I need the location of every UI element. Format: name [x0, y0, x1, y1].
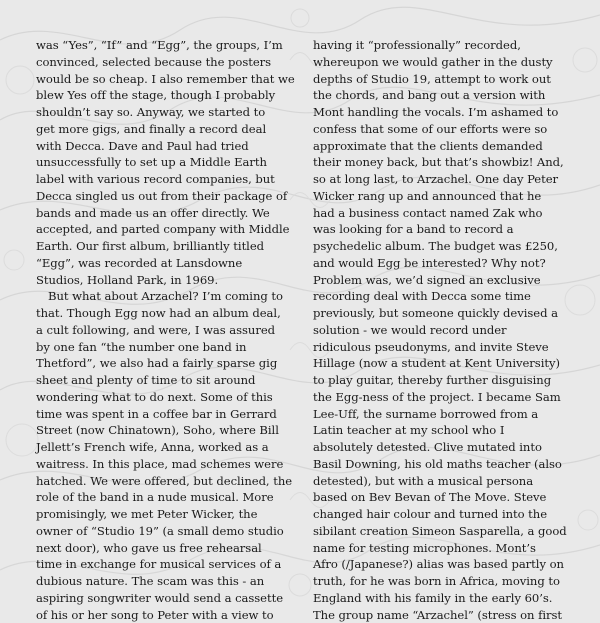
text-line: Jellett’s French wife, Anna, worked as a — [36, 439, 286, 456]
text-line: solution - we would record under — [313, 322, 563, 339]
text-line: absolutely detested. Clive mutated into — [313, 439, 563, 456]
text-line: sheet and plenty of time to sit around — [36, 372, 286, 389]
text-line: Afro (/Japanese?) alias was based partly on — [313, 556, 563, 573]
text-line: truth, for he was born in Africa, moving to — [313, 573, 563, 590]
text-line: so at long last, to Arzachel. One day Peter — [313, 171, 563, 188]
text-line: recording deal with Decca some time — [313, 288, 563, 305]
text-line: accepted, and parted company with Middle — [36, 221, 286, 238]
text-line: The group name “Arzachel” (stress on first — [313, 607, 563, 623]
text-line: convinced, selected because the posters — [36, 54, 286, 71]
text-line: Decca singled us out from their package of — [36, 188, 286, 205]
text-line: by one fan “the number one band in — [36, 339, 286, 356]
text-line: next door), who gave us free rehearsal — [36, 540, 286, 557]
text-line: get more gigs, and finally a record deal — [36, 121, 286, 138]
text-line: detested), but with a musical persona — [313, 473, 563, 490]
text-line: blew Yes off the stage, though I probably — [36, 87, 286, 104]
text-line: sibilant creation Simeon Sasparella, a good — [313, 523, 563, 540]
text-line: approximate that the clients demanded — [313, 138, 563, 155]
text-line: aspiring songwriter would send a cassette — [36, 590, 286, 607]
text-line: unsuccessfully to set up a Middle Earth — [36, 154, 286, 171]
left-text-column — [36, 37, 286, 623]
text-line: Mont handling the vocals. I’m ashamed to — [313, 104, 563, 121]
text-line: owner of “Studio 19” (a small demo studio — [36, 523, 286, 540]
text-line: bands and made us an offer directly. We — [36, 205, 286, 222]
text-line: “Egg”, was recorded at Lansdowne — [36, 255, 286, 272]
text-line: of his or her song to Peter with a view to — [36, 607, 286, 623]
text-line: changed hair colour and turned into the — [313, 506, 563, 523]
text-line: hatched. We were offered, but declined, the — [36, 473, 286, 490]
text-line: that. Though Egg now had an album deal, — [36, 305, 286, 322]
text-line: previously, but someone quickly devised a — [313, 305, 563, 322]
text-line: the Egg-ness of the project. I became Sam — [313, 389, 563, 406]
text-line: dubious nature. The scam was this - an — [36, 573, 286, 590]
text-line: England with his family in the early 60’s. — [313, 590, 563, 607]
text-line: role of the band in a nude musical. More — [36, 489, 286, 506]
text-line: with Decca. Dave and Paul had tried — [36, 138, 286, 155]
text-line: Earth. Our first album, brilliantly titled — [36, 238, 286, 255]
text-line: had a business contact named Zak who — [313, 205, 563, 222]
right-text-column — [313, 37, 563, 623]
text-line: promisingly, we met Peter Wicker, the — [36, 506, 286, 523]
text-line: psychedelic album. The budget was £250, — [313, 238, 563, 255]
text-line: label with various record companies, but — [36, 171, 286, 188]
text-line: Street (now Chinatown), Soho, where Bill — [36, 422, 286, 439]
text-line: was “Yes”, “If” and “Egg”, the groups, I’m — [36, 37, 286, 54]
text-line: was looking for a band to record a — [313, 221, 563, 238]
text-line: Problem was, we’d signed an exclusive — [313, 272, 563, 289]
text-line: their money back, but that’s showbiz! And, — [313, 154, 563, 171]
text-line: a cult following, and were, I was assured — [36, 322, 286, 339]
text-line: waitress. In this place, mad schemes were — [36, 456, 286, 473]
text-line: whereupon we would gather in the dusty — [313, 54, 563, 71]
text-line: Latin teacher at my school who I — [313, 422, 563, 439]
text-line: having it “professionally” recorded, — [313, 37, 563, 54]
text-line: based on Bev Bevan of The Move. Steve — [313, 489, 563, 506]
text-line: wondering what to do next. Some of this — [36, 389, 286, 406]
text-line: name for testing microphones. Mont’s — [313, 540, 563, 557]
text-line: time was spent in a coffee bar in Gerrard — [36, 406, 286, 423]
text-line: time in exchange for musical services of a — [36, 556, 286, 573]
text-line: and would Egg be interested? Why not? — [313, 255, 563, 272]
text-line: Lee-Uff, the surname borrowed from a — [313, 406, 563, 423]
text-line: But what about Arzachel? I’m coming to — [36, 288, 286, 305]
text-line: Basil Downing, his old maths teacher (also — [313, 456, 563, 473]
text-line: to play guitar, thereby further disguising — [313, 372, 563, 389]
text-line: Hillage (now a student at Kent University) — [313, 355, 563, 372]
text-line: Wicker rang up and announced that he — [313, 188, 563, 205]
text-line: Thetford”, we also had a fairly sparse gig — [36, 355, 286, 372]
text-line: ridiculous pseudonyms, and invite Steve — [313, 339, 563, 356]
text-line: would be so cheap. I also remember that we — [36, 71, 286, 88]
text-line: shouldn’t say so. Anyway, we started to — [36, 104, 286, 121]
text-line: Studios, Holland Park, in 1969. — [36, 272, 286, 289]
text-line: depths of Studio 19, attempt to work out — [313, 71, 563, 88]
text-line: confess that some of our efforts were so — [313, 121, 563, 138]
text-line: the chords, and bang out a version with — [313, 87, 563, 104]
